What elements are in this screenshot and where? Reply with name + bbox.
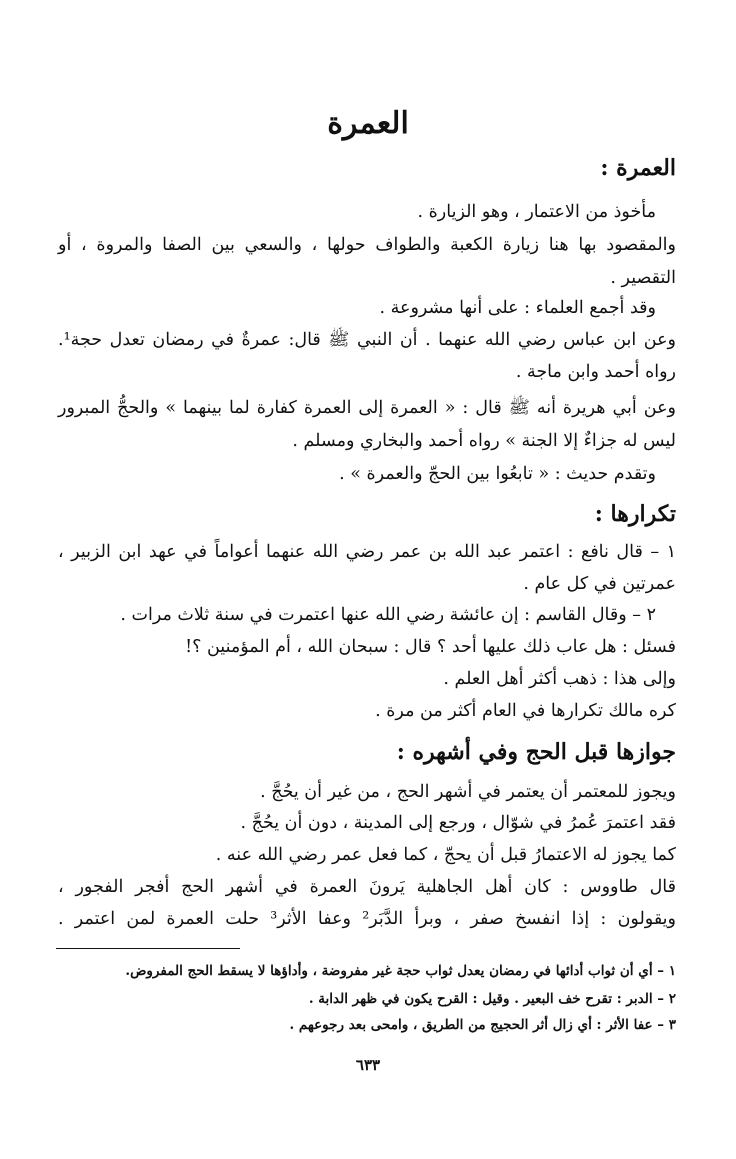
paragraph-line: ويجوز للمعتمر أن يعتمر في أشهر الحج ، من غير أن يحُجَّ .	[260, 782, 676, 802]
paragraph-line: ٢ – وقال القاسم : إن عائشة رضي الله عنها اعتمرت في سنة ثلاث مرات .	[120, 605, 656, 625]
paragraph-line: قال طاووس : كان أهل الجاهلية يَرونَ العمرة في أشهر الحج أفجر الفجور ،	[58, 877, 676, 897]
footnote-3: ٣ – عفا الأثر : أي زال أثر الحجيج من الطريق ، وامحى بعد رجوعهم .	[289, 1017, 676, 1033]
paragraph-line: وإلى هذا : ذهب أكثر أهل العلم .	[443, 669, 676, 689]
paragraph-line: وقد أجمع العلماء : على أنها مشروعة .	[379, 298, 656, 318]
paragraph-line: رواه أحمد وابن ماجة .	[515, 362, 676, 382]
paragraph-line: كما يجوز له الاعتمارُ قبل أن يحجّ ، كما فعل عمر رضي الله عنه .	[215, 845, 676, 865]
paragraph-line: وعن ابن عباس رضي الله عنهما . أن النبي ﷺ قال: عمرةٌ في رمضان تعدل حجة¹.	[58, 330, 676, 350]
paragraph-line: فسئل : هل عاب ذلك عليها أحد ؟ قال : سبحان الله ، أم المؤمنين ؟!	[185, 637, 676, 657]
paragraph-line: كره مالك تكرارها في العام أكثر من مرة .	[375, 701, 676, 721]
paragraph-line: فقد اعتمرَ عُمرُ في شوّال ، ورجع إلى المدينة ، دون أن يحُجَّ .	[240, 813, 676, 833]
footnote-1: ١ – أي أن ثواب أدائها في رمضان يعدل ثواب حجة غير مفروضة ، وأداؤها لا يسقط الحج المفروض.	[125, 963, 676, 979]
paragraph-line: وتقدم حديث : « تابعُوا بين الحجّ والعمرة » .	[339, 464, 656, 484]
paragraph-line: ١ – قال نافع : اعتمر عبد الله بن عمر رضي الله عنهما أعواماً في عهد ابن الزبير ،	[58, 542, 676, 562]
paragraph-line: مأخوذ من الاعتمار ، وهو الزيارة .	[417, 202, 656, 222]
paragraph-line: وعن أبي هريرة أنه ﷺ قال : « العمرة إلى العمرة كفارة لما بينهما » والحجُّ المبرور	[58, 398, 676, 418]
footnote-divider	[56, 948, 240, 949]
section-heading-repetition: تكرارها :	[594, 501, 676, 527]
paragraph-line: ويقولون : إذا انفسخ صفر ، وبرأ الدَّبَر² وعفا الأثر³ حلت العمرة لمن اعتمر .	[58, 909, 677, 929]
paragraph-line: والمقصود بها هنا زيارة الكعبة والطواف حولها ، والسعي بين الصفا والمروة ، أو	[58, 235, 676, 255]
paragraph-line: ليس له جزاءٌ إلا الجنة » رواه أحمد والبخاري ومسلم .	[292, 431, 676, 451]
footnote-2: ٢ – الدبر : تقرح خف البعير . وقيل : القرح يكون في ظهر الدابة .	[308, 991, 676, 1007]
section-heading-umrah: العمرة :	[600, 155, 676, 181]
paragraph-line: التقصير .	[610, 268, 676, 288]
section-heading-before-hajj: جوازها قبل الحج وفي أشهره :	[396, 739, 676, 765]
page-number: ٦٣٣	[355, 1056, 381, 1074]
paragraph-line: عمرتين في كل عام .	[523, 574, 676, 594]
page-title: العمرة	[327, 106, 409, 141]
